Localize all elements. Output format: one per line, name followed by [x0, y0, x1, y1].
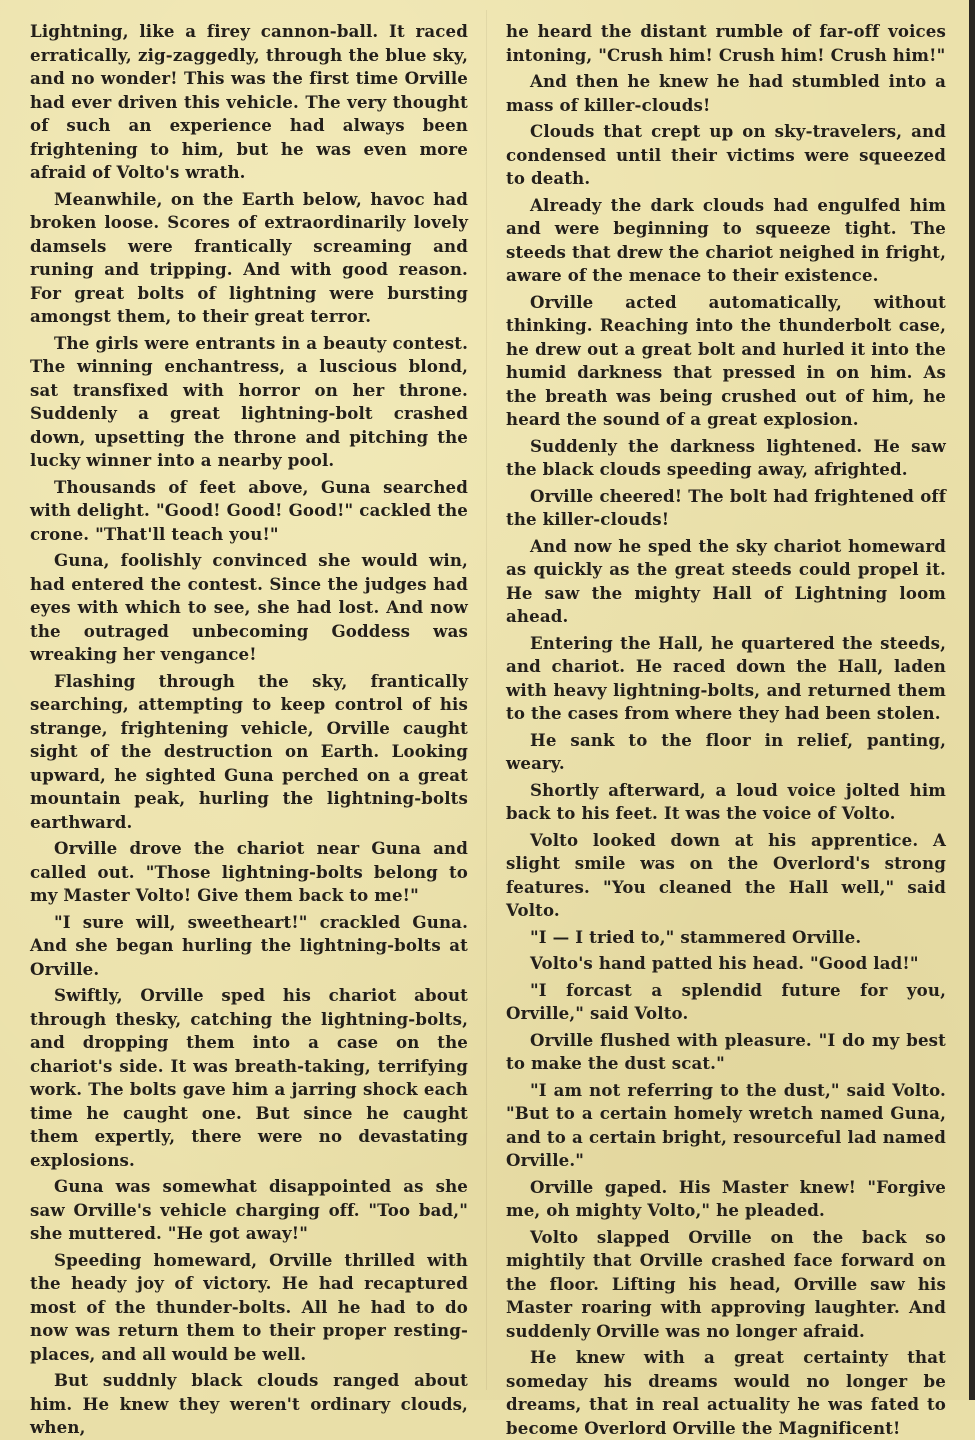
paragraph: "I forcast a splendid future for you, Orville," said Volto. [506, 979, 946, 1023]
paragraph: Volto slapped Orville on the back so mightily that Orville crashed face forward on the floor. Lifting his head, Orville saw his Master roaring with approving laughter. And suddenly Orville was no longer afraid. [506, 1226, 946, 1341]
paragraph: Guna was somewhat disappointed as she saw Orville's vehicle charging off. "Too bad," she muttered. "He got away!" [30, 1176, 468, 1243]
paragraph: Orville gaped. His Master knew! "Forgive me, oh mighty Volto," he pleaded. [506, 1176, 946, 1220]
paragraph: Entering the Hall, he quartered the steeds, and chariot. He raced down the Hall, laden with heavy lightning-bolts, and returned them to the cases from where they had been stolen. [506, 632, 946, 723]
right-text-column [506, 20, 946, 1438]
paragraph: Orville flushed with pleasure. "I do my best to make the dust scat." [506, 1029, 946, 1073]
paragraph: Volto's hand patted his head. "Good lad!" [530, 953, 919, 973]
paragraph: Flashing through the sky, frantically searching, attempting to keep control of his strange, frightening vehicle, Orville caught sight of the destruction on Earth. Looking upward, he sighted Guna perched on a great mountain peak, hurling the lightning-bolts earthward. [30, 670, 468, 832]
paragraph: Lightning, like a firey cannon-ball. It raced erratically, zig-zaggedly, through the blue sky, and no wonder! This was the first time Orville had ever driven this vehicle. The very thought of such an experience had always been frightening to him, but he was even more afraid of Volto's wrath. [30, 21, 468, 182]
paragraph: And now he sped the sky chariot homeward as quickly as the great steeds could propel it. He saw the mighty Hall of Lightning loom ahead. [506, 535, 946, 626]
paragraph: But suddnly black clouds ranged about him. He knew they weren't ordinary clouds, when, [30, 1370, 468, 1437]
paragraph: Orville cheered! The bolt had frightened off the killer-clouds! [506, 485, 946, 529]
paragraph: Orville acted automatically, without thinking. Reaching into the thunderbolt case, he drew out a great bolt and hurled it into the humid darkness that pressed in on him. As the breath was being crushed out of him, he heard the sound of a great explosion. [506, 291, 946, 429]
paragraph: "I am not referring to the dust," said Volto. "But to a certain homely wretch named Guna, and to a certain bright, resourceful lad named Orville." [506, 1079, 946, 1170]
paragraph: Shortly afterward, a loud voice jolted him back to his feet. It was the voice of Volto. [506, 779, 946, 823]
paragraph: "I — I tried to," stammered Orville. [530, 926, 862, 947]
left-text-column [30, 20, 468, 1437]
column-gutter [486, 10, 487, 1390]
paragraph: Thousands of feet above, Guna searched with delight. "Good! Good! Good!" cackled the crone. "That'll teach you!" [30, 476, 468, 544]
paragraph: Clouds that crept up on sky-travelers, and condensed until their victims were squeezed to death. [506, 121, 946, 188]
paragraph: And then he knew he had stumbled into a mass of killer-clouds! [506, 71, 946, 115]
paragraph: Orville drove the chariot near Guna and called out. "Those lightning-bolts belong to my Master Volto! Give them back to me!" [30, 838, 468, 905]
paragraph: The girls were entrants in a beauty contest. The winning enchantress, a luscious blond, sat transfixed with horror on her throne. Suddenly a great lightning-bolt crashed down, upsetting the throne and pitching the lucky winner into a nearby pool. [30, 332, 468, 470]
paragraph: "I sure will, sweetheart!" crackled Guna. And she began hurling the lightning-bolts at Orville. [30, 911, 468, 979]
paragraph: Volto looked down at his apprentice. A slight smile was on the Overlord's strong features. "You cleaned the Hall well," said Volto. [506, 829, 946, 920]
paragraph: Meanwhile, on the Earth below, havoc had broken loose. Scores of extraordinarily lovely damsels were frantically screaming and runing and tripping. And with good reason. For great bolts of lightning were bursting amongst them, to their great terror. [30, 188, 468, 326]
paragraph: Swiftly, Orville sped his chariot about through thesky, catching the lightning-bolts, and dropping them into a case on the chariot's side. It was breath-taking, terrifying work. The bolts gave him a jarring shock each time he caught one. But since he caught them expertly, there were no devastating explosions. [30, 985, 468, 1170]
paragraph: he heard the distant rumble of far-off voices intoning, "Crush him! Crush him! Crush him!" [506, 21, 946, 65]
paragraph: Guna, foolishly convinced she would win, had entered the contest. Since the judges had eyes with which to see, she had lost. And now the outraged unbecoming Goddess was wreaking her vengance! [30, 550, 468, 664]
paragraph: He sank to the floor in relief, panting, weary. [506, 729, 946, 773]
paragraph: Already the dark clouds had engulfed him and were beginning to squeeze tight. The steeds that drew the chariot neighed in fright, aware of the menace to their existence. [506, 194, 946, 285]
paragraph: Speeding homeward, Orville thrilled with the heady joy of victory. He had recaptured most of the thunder-bolts. All he had to do now was return them to their proper resting-places, and all would be well. [30, 1249, 468, 1364]
paragraph: He knew with a great certainty that someday his dreams would no longer be dreams, that in real actuality he was fated to become Overlord Orville the Magnificent! [506, 1347, 946, 1438]
paragraph: Suddenly the darkness lightened. He saw the black clouds speeding away, afrighted. [506, 435, 946, 479]
